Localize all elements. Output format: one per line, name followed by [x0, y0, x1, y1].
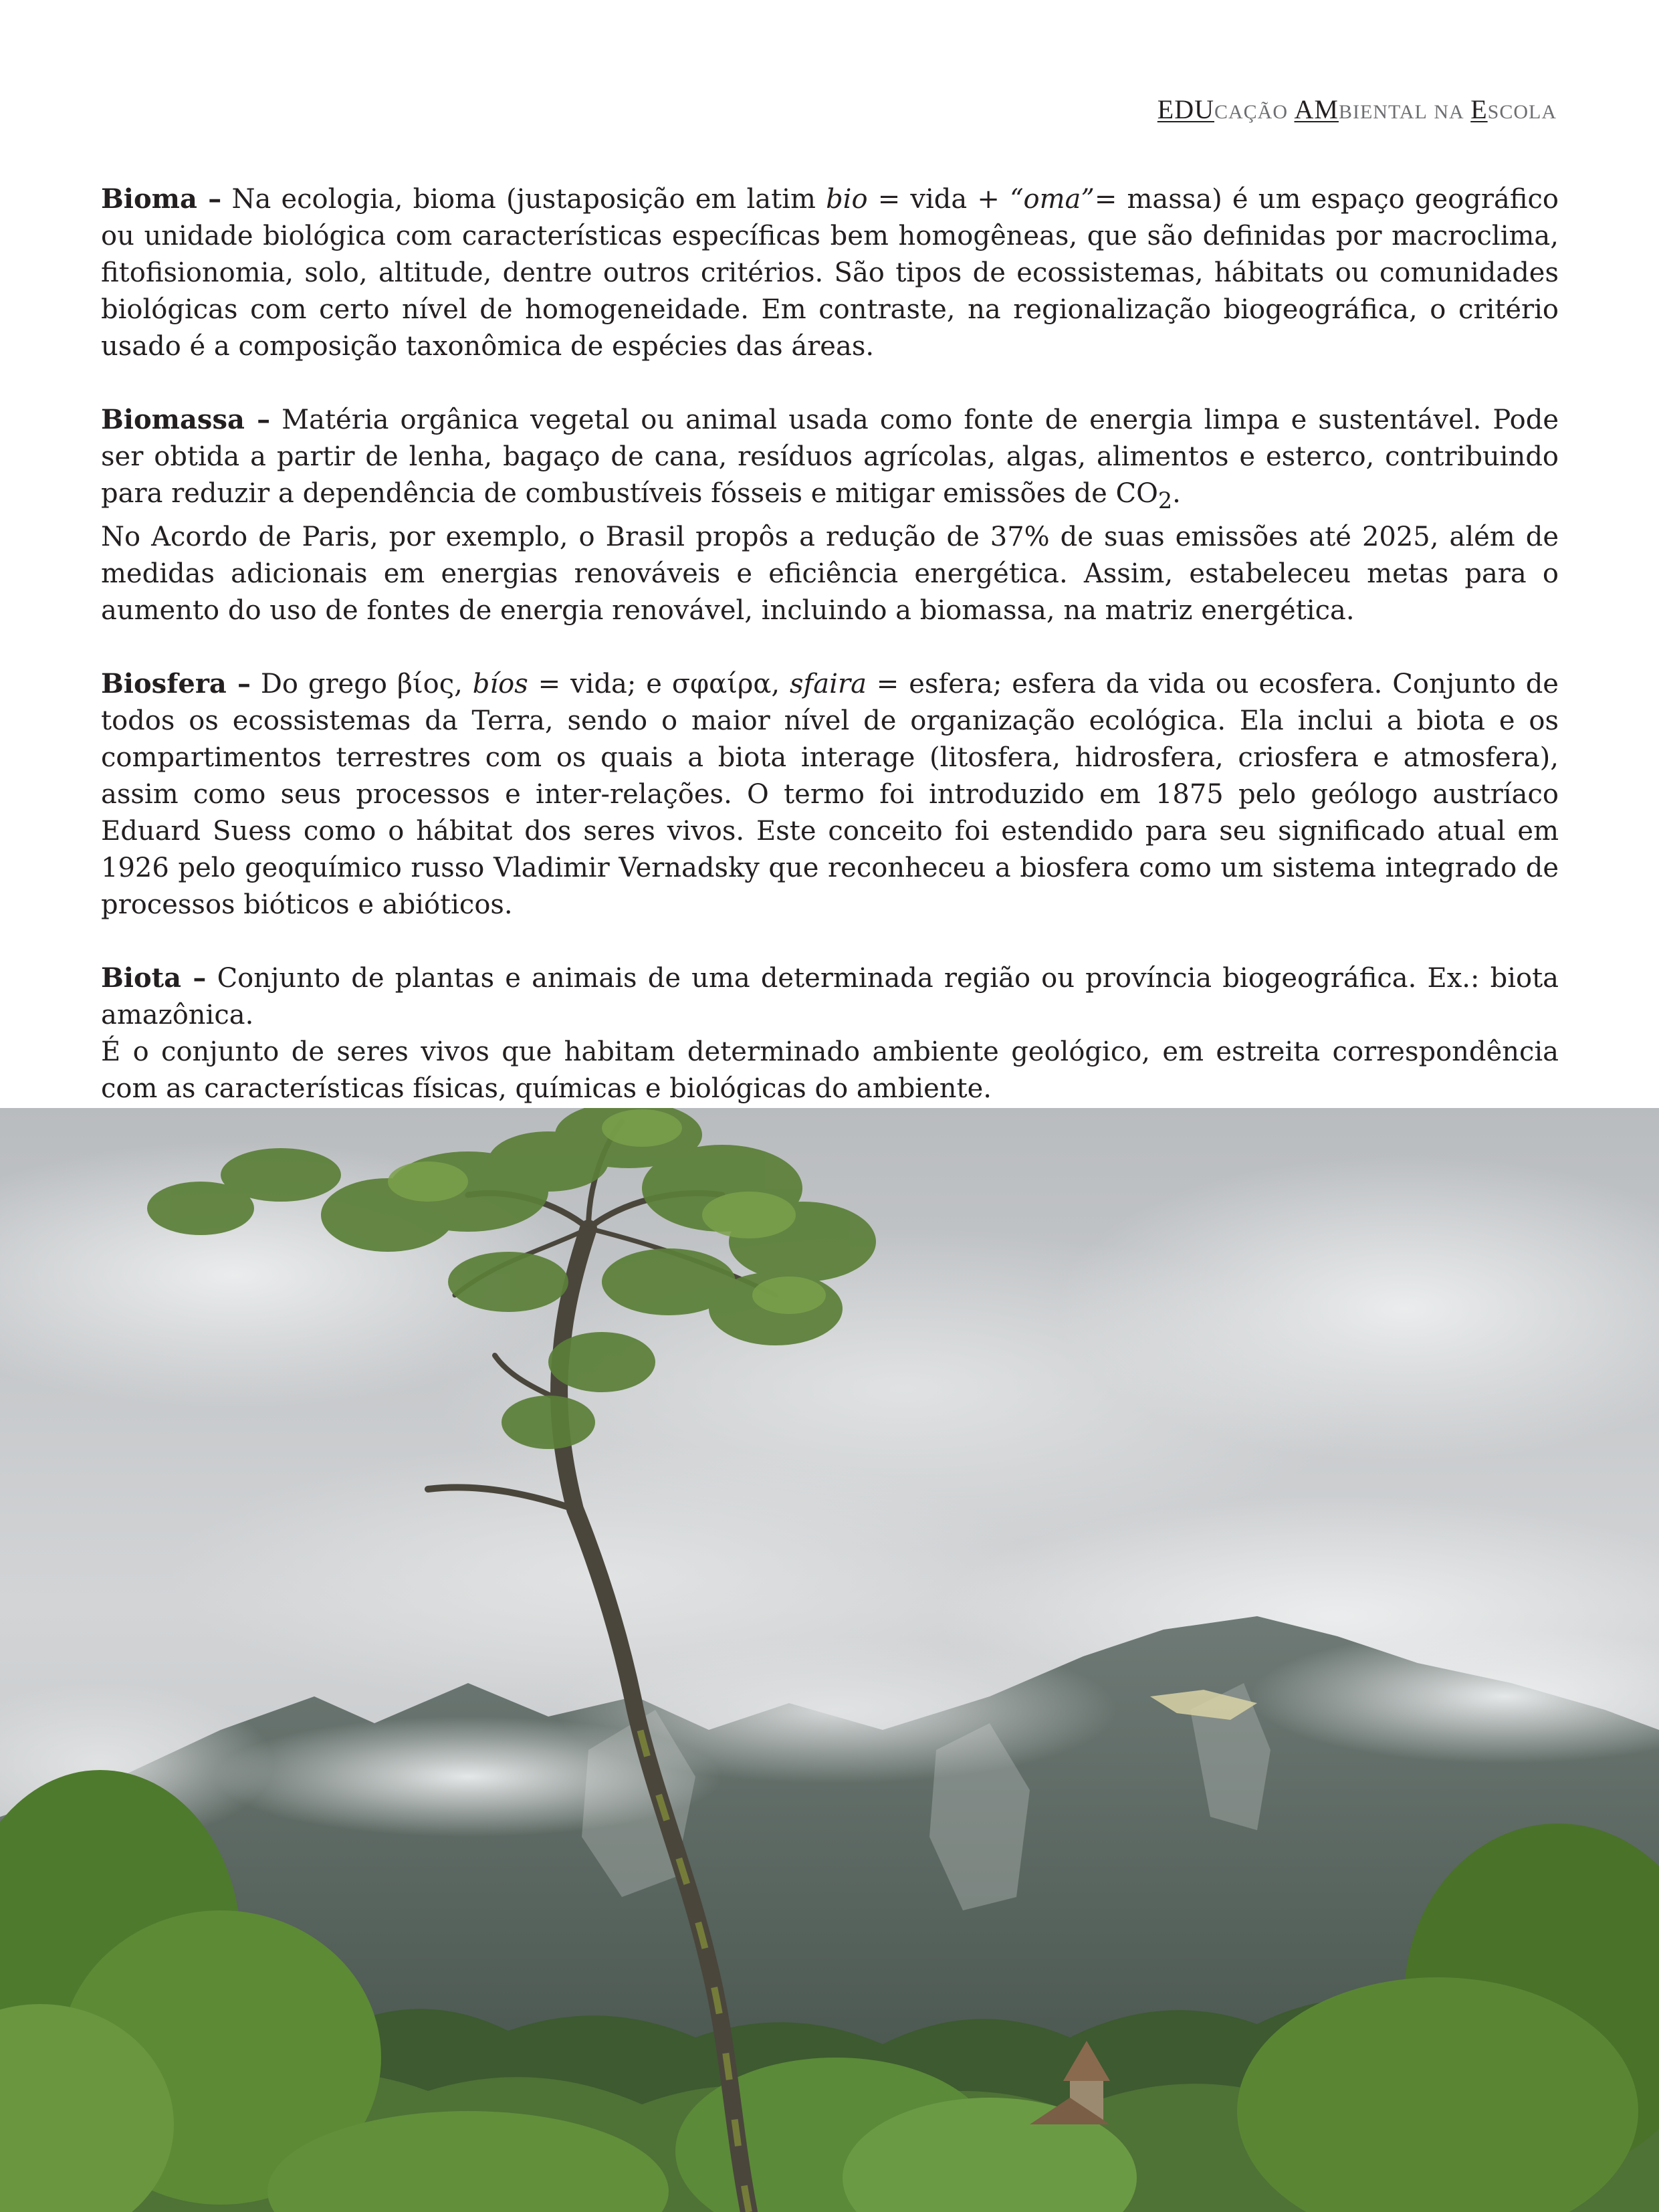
- entry-text: = vida +: [867, 184, 1010, 215]
- entry-italic: bíos: [472, 669, 528, 699]
- entry-paragraph: [101, 960, 1559, 1034]
- header-word-educacao-initial: EDU: [1157, 94, 1214, 124]
- entry-text: = vida; e σφαίρα,: [528, 669, 790, 699]
- glossary-entry-bioma: [101, 181, 1559, 365]
- running-header: [1157, 94, 1557, 125]
- entry-text: Matéria orgânica vegetal ou animal usada como fonte de energia limpa e sustentável. Pode ser obtida a partir de lenha, bagaço de cana, resíduos agrícolas, algas, alimentos e esterco, contribuindo para reduzir a dependência de combustíveis fósseis e mitigar emissões de CO: [101, 405, 1559, 509]
- entry-italic: sfaira: [789, 669, 867, 699]
- entry-term: Biosfera –: [101, 668, 251, 699]
- entry-text: = massa) é um espaço geográfico ou unidade biológica com características específicas bem homogêneas, que são definidas por macroclima, fitofisionomia, solo, altitude, dentre outros critérios. São tipos de ecossistemas, hábitats ou comunidades biológicas com certo nível de homogeneidade. Em contraste, na regionalização biogeográfica, o critério usado é a composição taxonômica de espécies das áreas.: [101, 184, 1559, 362]
- entry-text: Conjunto de plantas e animais de uma determinada região ou província biogeográfica. Ex.: biota amazônica.: [101, 963, 1559, 1030]
- entry-italic: bio: [826, 184, 868, 215]
- entry-paragraph: [101, 665, 1559, 923]
- entry-text: Do grego βίος,: [250, 669, 473, 699]
- entry-term: Biomassa –: [101, 404, 271, 435]
- entry-text: Na ecologia, bioma (justaposição em latim: [221, 184, 826, 215]
- header-word-ambiental-initial: AM: [1294, 94, 1339, 124]
- entry-paragraph: É o conjunto de seres vivos que habitam determinado ambiente geológico, em estreita correspondência com as características físicas, químicas e biológicas do ambiente.: [101, 1036, 1559, 1104]
- header-word-escola-rest: SCOLA: [1487, 101, 1557, 123]
- header-word-na: NA: [1434, 101, 1464, 123]
- glossary-entry-biomassa: [101, 401, 1559, 629]
- entry-term: Biota –: [101, 962, 207, 994]
- glossary-entry-biosfera: [101, 665, 1559, 923]
- entry-paragraph: [101, 181, 1559, 365]
- entry-subscript: 2: [1157, 487, 1173, 514]
- landscape-photo: [0, 1108, 1659, 2212]
- glossary-entry-biota: [101, 960, 1559, 1107]
- entry-paragraph: No Acordo de Paris, por exemplo, o Brasil propôs a redução de 37% de suas emissões até 2025, além de medidas adicionais em energias renováveis e eficiência energética. Assim, estabeleceu metas para o aumento do uso de fontes de energia renovável, incluindo a biomassa, na matriz energética.: [101, 522, 1559, 626]
- entry-paragraph: [101, 401, 1559, 519]
- entry-italic: “oma”: [1010, 184, 1095, 215]
- header-word-ambiental-rest: BIENTAL: [1338, 101, 1428, 123]
- glossary: [101, 181, 1559, 1143]
- entry-text: .: [1172, 478, 1181, 509]
- landscape-photo-illustration: [0, 1108, 1659, 2212]
- header-word-educacao-rest: CAÇÃO: [1214, 101, 1288, 123]
- entry-text: = esfera; esfera da vida ou ecosfera. Conjunto de todos os ecossistemas da Terra, sendo o maior nível de organização ecológica. Ela inclui a biota e os compartimentos terrestres com os quais a biota interage (litosfera, hidrosfera, criosfera e atmosfera), assim como seus processos e inter-relações. O termo foi introduzido em 1875 pelo geólogo austríaco Eduard Suess como o hábitat dos seres vivos. Este conceito foi estendido para seu significado atual em 1926 pelo geoquímico russo Vladimir Vernadsky que reconheceu a biosfera como um sistema integrado de processos bióticos e abióticos.: [101, 669, 1559, 920]
- entry-term: Bioma –: [101, 183, 222, 215]
- header-word-escola-initial: E: [1470, 94, 1488, 124]
